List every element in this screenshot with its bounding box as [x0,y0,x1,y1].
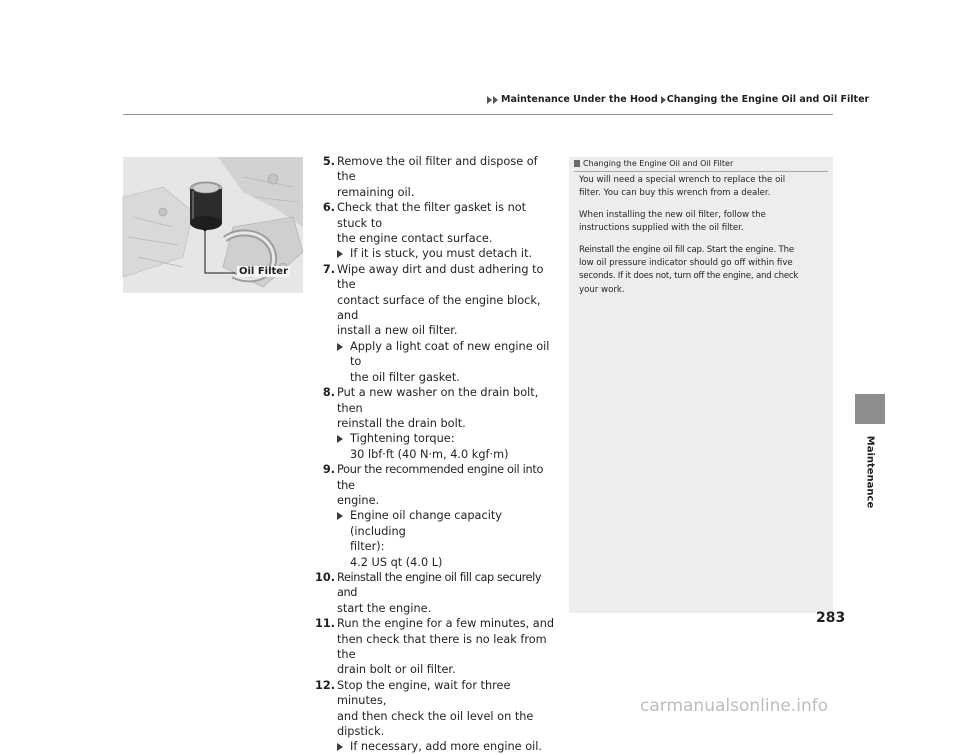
step-item: 5. Remove the oil filter and dispose of the remaining oil. [322,155,538,199]
oil-filter-callout: Oil Filter [239,266,289,277]
note-arrow-icon [337,743,343,751]
breadcrumb-page[interactable]: Changing the Engine Oil and Oil Filter [666,94,870,105]
note-bookmark-icon [574,160,580,167]
step-note: Apply a light coat of new engine oil to the oil filter gasket. [337,339,559,385]
watermark: carmanualsonline.info [640,696,829,716]
breadcrumb [487,94,869,105]
note-arrow-icon [337,512,343,520]
step-item: 9. Pour the recommended engine oil into the engine. Engine oil change capacity (including filter): 4.2 US qt (4.0 L) [309,462,559,570]
breadcrumb-arrow-icon [487,96,492,104]
notes-body [579,174,829,305]
step-item: 8. Put a new washer on the drain bolt, then reinstall the drain bolt. Tightening torque: 30 lbf·ft (40 N·m, 4.0 kgf·m) [309,385,559,462]
step-item: 12. Stop the engine, wait for three minutes, and then check the oil level on the dipstick. If necessary, add more engine oil. [309,678,559,755]
oil-filter-illustration [123,157,303,293]
note-paragraph: Reinstall the engine oil fill cap. Start the engine. The low oil pressure indicator should go off within five seconds. If it does not, turn off the engine, and check your work. [579,244,799,295]
step-item: 6. Check that the filter gasket is not stuck to the engine contact surface. If it is stuck, you must detach it. [309,200,559,262]
page-number: 283 [816,610,846,626]
notes-title: Changing the Engine Oil and Oil Filter [574,159,733,168]
chapter-tab-label: Maintenance [864,435,876,509]
notes-divider [574,171,828,172]
note-arrow-icon [337,435,343,443]
step-item: 11. Run the engine for a few minutes, and then check that there is no leak from the drain bolt or oil filter. [314,617,555,677]
step-note: Tightening torque: 30 lbf·ft (40 N·m, 4.0 kgf·m) [337,431,559,462]
note-paragraph: You will need a special wrench to replace the oil filter. You can buy this wrench from a dealer. [579,175,786,199]
step-note: If it is stuck, you must detach it. [337,246,559,261]
breadcrumb-arrow-icon [493,96,498,104]
step-item: 10. Reinstall the engine oil fill cap securely and start the engine. [314,570,542,615]
step-note: Engine oil change capacity (including filter): 4.2 US qt (4.0 L) [337,508,559,570]
chapter-tab-marker [855,394,885,424]
note-paragraph: When installing the new oil filter, follow the instructions supplied with the oil filter. [579,209,766,234]
breadcrumb-arrow-icon [661,96,666,104]
note-arrow-icon [337,250,343,258]
procedure-steps [309,154,559,755]
step-note: If necessary, add more engine oil. [337,739,559,754]
notes-panel [569,157,833,613]
breadcrumb-section[interactable]: Maintenance Under the Hood [501,94,658,105]
header-divider [123,114,833,115]
note-arrow-icon [337,343,343,351]
step-item: 7. Wipe away dirt and dust adhering to the contact surface of the engine block, and install a new oil filter. Apply a light coat of new engine oil to the oil filter gasket. [309,262,559,385]
